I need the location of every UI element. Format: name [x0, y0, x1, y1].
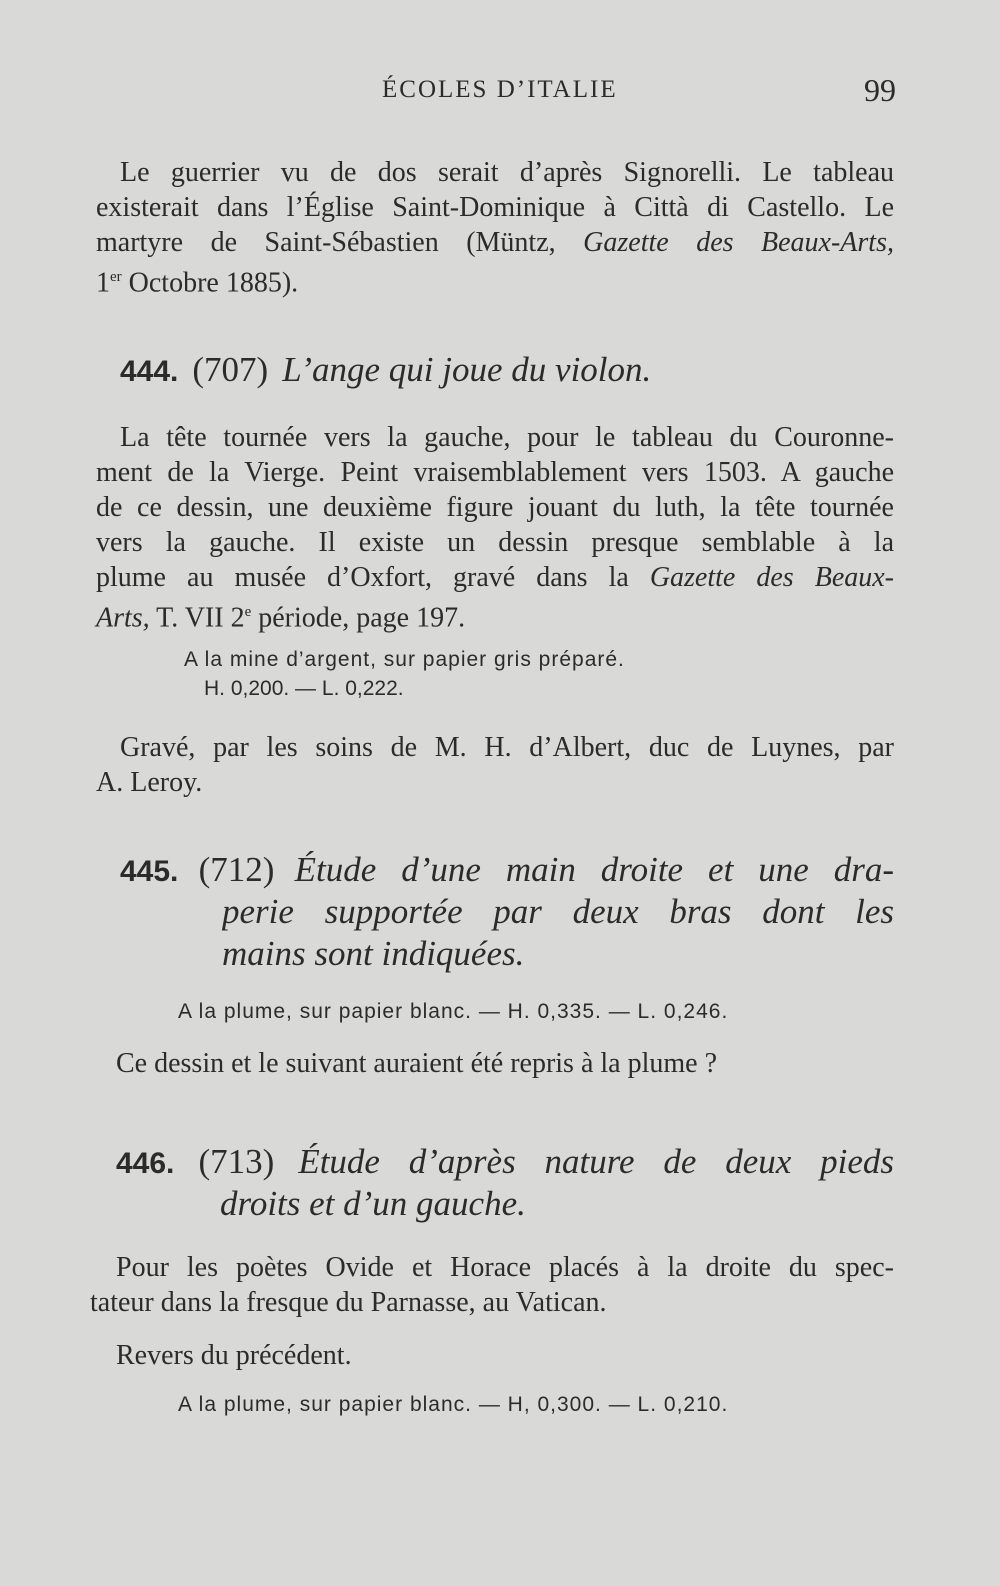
- text-line: Ce dessin et le suivant auraient été repris à la plume ?: [116, 1048, 718, 1079]
- text-line: martyre de Saint-Sébastien (Müntz, Gazette des Beaux-Arts,: [96, 227, 894, 258]
- entry-heading: [120, 350, 651, 390]
- text-line: existerait dans l’Église Saint-Dominique à Città di Castello. Le: [96, 192, 894, 223]
- dimensions-line: H. 0,200. — L. 0,222.: [204, 677, 404, 700]
- entry-heading: [120, 850, 894, 890]
- technique-line: A la plume, sur papier blanc. — H. 0,335. — L. 0,246.: [178, 1000, 729, 1023]
- entry-title: L’ange qui joue du violon.: [282, 350, 652, 389]
- running-head: ÉCOLES D’ITALIE: [382, 76, 618, 103]
- text-line: Revers du précédent.: [116, 1340, 352, 1371]
- text-line: de ce dessin, une deuxième figure jouant du luth, la tête tournée: [96, 492, 894, 523]
- text-line: 1er Octobre 1885).: [96, 267, 299, 299]
- text-line: tateur dans la fresque du Parnasse, au Vatican.: [90, 1287, 607, 1318]
- entry-number: 446.: [116, 1147, 175, 1180]
- entry-heading: [116, 1142, 894, 1182]
- entry-title: mains sont indiquées.: [222, 934, 525, 973]
- text-line: Arts, T. VII 2e période, page 197.: [96, 602, 466, 634]
- text-line: ment de la Vierge. Peint vraisemblablement vers 1503. A gauche: [96, 457, 894, 488]
- entry-number: 444.: [120, 355, 179, 388]
- text-line: La tête tournée vers la gauche, pour le tableau du Couronne-: [120, 422, 894, 453]
- text-line: Gravé, par les soins de M. H. d’Albert, duc de Luynes, par: [120, 732, 894, 763]
- entry-title: droits et d’un gauche.: [220, 1184, 526, 1223]
- text-line: vers la gauche. Il existe un dessin presque semblable à la: [96, 527, 894, 558]
- text-line: Le guerrier vu de dos serait d’après Signorelli. Le tableau: [120, 157, 894, 188]
- entry-title: Étude d’après nature de deux pieds: [298, 1142, 894, 1181]
- entry-title: perie supportée par deux bras dont les: [222, 892, 894, 931]
- text-line: Pour les poètes Ovide et Horace placés à la droite du spec-: [116, 1252, 894, 1283]
- entry-title: Étude d’une main droite et une dra-: [294, 850, 894, 889]
- text-line: plume au musée d’Oxfort, gravé dans la Gazette des Beaux-: [96, 562, 894, 593]
- entry-reference: (713): [198, 1142, 275, 1181]
- technique-line: A la plume, sur papier blanc. — H, 0,300. — L. 0,210.: [178, 1393, 729, 1416]
- page-number: 99: [864, 72, 896, 108]
- entry-reference: (712): [198, 850, 275, 889]
- text-line: A. Leroy.: [96, 767, 203, 798]
- entry-number: 445.: [120, 855, 179, 888]
- entry-reference: (707): [192, 350, 269, 389]
- technique-line: A la mine d’argent, sur papier gris préparé.: [184, 648, 625, 671]
